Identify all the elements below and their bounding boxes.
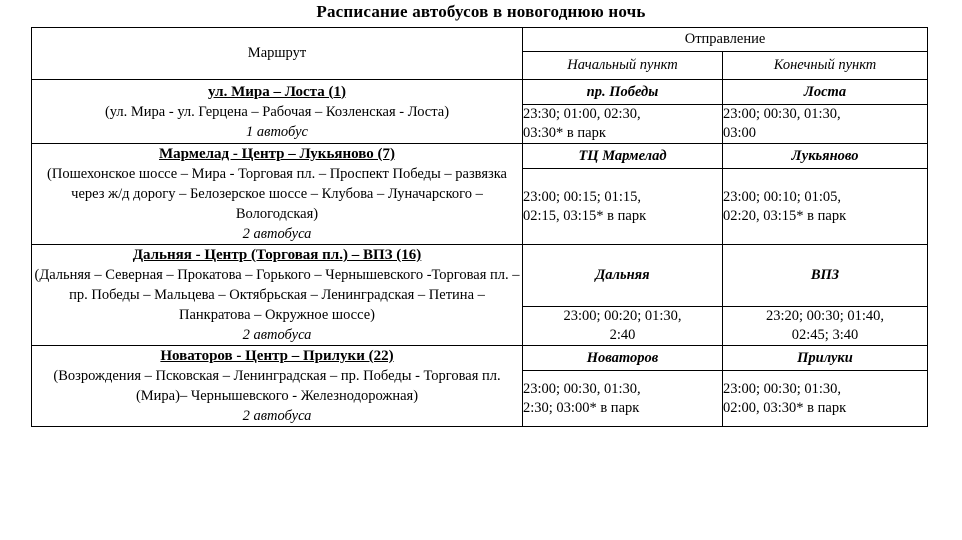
route-cell	[32, 80, 523, 144]
start-point-name: пр. Победы	[523, 80, 723, 105]
table-row	[32, 245, 928, 307]
time-line: 23:30; 01:00, 02:30,	[523, 106, 641, 122]
route-bus-count: 2 автобуса	[242, 226, 312, 242]
start-times-cell	[523, 307, 723, 346]
route-cell	[32, 144, 523, 245]
column-header-route: Маршрут	[32, 28, 523, 80]
route-bus-count: 2 автобуса	[242, 327, 312, 343]
end-point-name: Прилуки	[723, 346, 928, 371]
column-header-departure: Отправление	[523, 28, 928, 52]
column-header-end-point: Конечный пункт	[723, 52, 928, 80]
time-line: 02:45; 3:40	[791, 327, 859, 343]
end-times-cell	[723, 371, 928, 427]
page-title: Расписание автобусов в новогоднюю ночь	[316, 2, 646, 21]
end-point-name: Лоста	[723, 80, 928, 105]
route-bus-count: 1 автобус	[246, 123, 308, 140]
route-stops: (Пошехонское шоссе – Мира - Торговая пл. – Проспект Победы – развязка через ж/д дорогу – Белозерское шоссе – Клубова – Луначарского – Вологодская)	[47, 166, 507, 222]
end-times-cell	[723, 105, 928, 144]
time-line: 02:15, 03:15* в парк	[523, 207, 647, 224]
start-point-name: ТЦ Мармелад	[523, 144, 723, 169]
route-cell	[32, 346, 523, 427]
time-line: 03:00	[723, 125, 757, 141]
route-stops: (Возрождения – Псковская – Ленинградская – пр. Победы - Торговая пл. (Мира)– Чернышевского - Железнодорожная)	[53, 368, 501, 404]
table-row	[32, 346, 928, 371]
start-times-cell	[523, 105, 723, 144]
table-row	[32, 144, 928, 169]
time-line: 23:00; 00:20; 01:30,	[563, 308, 682, 324]
route-cell	[32, 245, 523, 346]
start-times-cell	[523, 169, 723, 245]
time-line: 2:40	[609, 327, 636, 343]
start-point-name: Новаторов	[523, 346, 723, 371]
table-row	[32, 80, 928, 105]
end-point-name: ВПЗ	[723, 245, 928, 307]
end-point-name: Лукьяново	[723, 144, 928, 169]
time-line: 02:20, 03:15* в парк	[723, 207, 847, 224]
table-header-row-1	[32, 28, 928, 52]
column-header-start-point: Начальный пункт	[523, 52, 723, 80]
time-line: 23:00; 00:15; 01:15,	[523, 188, 642, 205]
route-stops: (ул. Мира - ул. Герцена – Рабочая – Козленская - Лоста)	[104, 103, 450, 120]
time-line: 23:00; 00:30; 01:30,	[723, 380, 842, 397]
route-name: Дальняя - Центр (Торговая пл.) – ВПЗ (16)	[132, 247, 422, 263]
time-line: 23:20; 00:30; 01:40,	[765, 308, 885, 324]
route-name: Новаторов - Центр – Прилуки (22)	[160, 348, 394, 364]
time-line: 23:00; 00:10; 01:05,	[723, 188, 842, 205]
route-name: ул. Мира – Лоста (1)	[208, 83, 346, 100]
start-point-name: Дальняя	[523, 245, 723, 307]
time-line: 03:30* в парк	[523, 125, 606, 141]
route-name: Мармелад - Центр – Лукьяново (7)	[158, 146, 395, 162]
end-times-cell	[723, 169, 928, 245]
bus-schedule-table	[31, 27, 928, 427]
time-line: 23:00; 00:30, 01:30,	[723, 106, 841, 122]
start-times-cell	[523, 371, 723, 427]
end-times-cell	[723, 307, 928, 346]
route-bus-count: 2 автобуса	[242, 408, 312, 424]
time-line: 2:30; 03:00* в парк	[523, 399, 640, 416]
route-stops: (Дальняя – Северная – Прокатова – Горького – Чернышевского -Торговая пл. – пр. Победы – Мальцева – Октябрьская – Ленинградская – Петина – Панкратова – Окружное шоссе)	[34, 267, 520, 323]
time-line: 02:00, 03:30* в парк	[723, 399, 847, 416]
time-line: 23:00; 00:30, 01:30,	[523, 380, 641, 397]
